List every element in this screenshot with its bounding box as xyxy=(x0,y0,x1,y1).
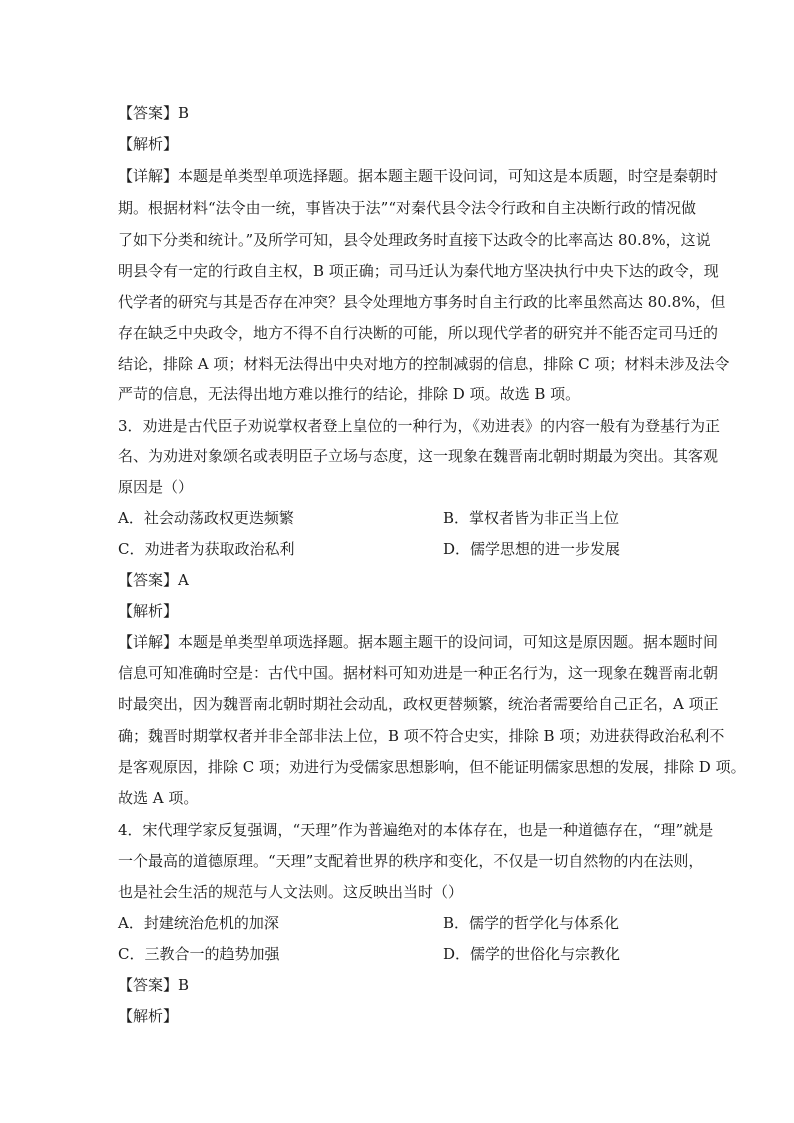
q4-analysis-heading: 【解析】 xyxy=(118,1007,179,1025)
q2-detail-line: 严苛的信息，无法得出地方难以推行的结论，排除 D 项。故选 B 项。 xyxy=(118,385,581,403)
q3-stem-line: 名、为劝进对象颂名或表明臣子立场与态度，这一现象在魏晋南北朝时期最为突出。其客观 xyxy=(118,447,719,465)
q3-stem-line: 3．劝进是古代臣子劝说掌权者登上皇位的一种行为，《劝进表》的内容一般有为登基行为正 xyxy=(118,417,721,435)
q2-detail-line: 结论，排除 A 项；材料无法得出中央对地方的控制减弱的信息，排除 C 项；材料未涉及法令 xyxy=(118,355,730,373)
q3-analysis-heading: 【解析】 xyxy=(118,602,179,620)
q3-detail-line: 是客观原因，排除 C 项；劝进行为受儒家思想影响，但不能证明儒家思想的发展，排除 D 项。 xyxy=(118,758,746,776)
q3-option-b: B．掌权者皆为非正当上位 xyxy=(443,509,620,527)
q2-detail-line: 存在缺乏中央政令，地方不得不自行决断的可能，所以现代学者的研究并不能否定司马迁的 xyxy=(118,324,719,342)
q2-analysis-heading: 【解析】 xyxy=(118,135,179,153)
q2-detail-line: 代学者的研究与其是否存在冲突？县令处理地方事务时自主行政的比率虽然高达 80.8%，但 xyxy=(118,293,726,311)
q3-option-c: C．劝进者为获取政治私利 xyxy=(118,540,295,558)
q3-option-d: D．儒学思想的进一步发展 xyxy=(443,540,621,558)
q3-detail-line: 【详解】本题是单类型单项选择题。据本题主题干的设问词，可知这是原因题。据本题时间 xyxy=(118,633,719,651)
q4-stem-line: 也是社会生活的规范与人文法则。这反映出当时（） xyxy=(118,883,464,901)
q2-detail-line: 期。根据材料“法令由一统，事皆决于法”“对秦代县令法令行政和自主决断行政的情况做 xyxy=(118,199,697,217)
q4-option-c: C．三教合一的趋势加强 xyxy=(118,945,280,963)
q2-detail-line: 了如下分类和统计。”及所学可知，县令处理政务时直接下达政令的比率高达 80.8%，这说 xyxy=(118,231,711,249)
q2-answer: 【答案】B xyxy=(118,104,190,122)
q3-detail-line: 时最突出，因为魏晋南北朝时期社会动乱，政权更替频繁，统治者需要给自己正名，A 项正 xyxy=(118,695,719,713)
q3-detail-line: 确；魏晋时期掌权者并非全部非法上位，B 项不符合史实，排除 B 项；劝进获得政治私利不 xyxy=(118,727,725,745)
q4-stem-line: 4．宋代理学家反复强调，“天理”作为普遍绝对的本体存在，也是一种道德存在，“理”就是 xyxy=(118,821,714,839)
q3-option-a: A．社会动荡政权更迭频繁 xyxy=(118,509,294,527)
q3-detail-line: 故选 A 项。 xyxy=(118,789,199,807)
q2-detail-line: 【详解】本题是单类型单项选择题。据本题主题干设问词，可知这是本质题，时空是秦朝时 xyxy=(118,167,719,185)
q4-option-b: B．儒学的哲学化与体系化 xyxy=(443,914,620,932)
q3-answer: 【答案】A xyxy=(118,571,189,589)
q4-option-d: D．儒学的世俗化与宗教化 xyxy=(443,945,621,963)
q4-stem-line: 一个最高的道德原理。“天理”支配着世界的秩序和变化，不仅是一切自然物的内在法则， xyxy=(118,852,704,870)
q3-detail-line: 信息可知准确时空是：古代中国。据材料可知劝进是一种正名行为，这一现象在魏晋南北朝 xyxy=(118,664,719,682)
q3-stem-line: 原因是（） xyxy=(118,478,194,496)
q4-option-a: A．封建统治危机的加深 xyxy=(118,914,279,932)
q2-detail-line: 明县令有一定的行政自主权，B 项正确；司马迁认为秦代地方坚决执行中央下达的政令，现 xyxy=(118,262,719,280)
q4-answer: 【答案】B xyxy=(118,976,190,994)
